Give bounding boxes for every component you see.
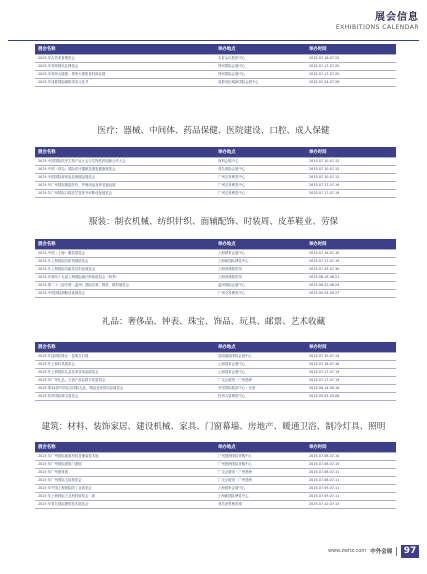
- exhibition-name: 2025 年青岛国际模型技术展览会: [35, 501, 215, 509]
- column-header: 举办地点: [215, 147, 306, 158]
- column-header: 举办时间: [306, 44, 396, 55]
- exhibition-venue: 昆明滇池国际会展中心: [215, 353, 306, 361]
- exhibition-dates: 2025.08.14-08.16: [306, 385, 396, 393]
- section-title: 礼品：奢侈品、钟表、珠宝、饰品、玩具、邮票、艺术收藏: [101, 317, 326, 327]
- table-row: [35, 55, 396, 63]
- column-header: 展会名称: [35, 442, 215, 453]
- table-row: [35, 377, 396, 385]
- table-row: [35, 393, 396, 401]
- table-row: [35, 71, 396, 79]
- header-subtitle: EXHIBITIONS CALENDAR: [335, 24, 419, 31]
- exhibition-name: 2025 年昆明杞博会・昆明玉石展: [35, 353, 215, 361]
- table-row: [35, 63, 396, 71]
- exhibition-venue: 广州交易博览中心: [215, 190, 306, 198]
- exhibition-dates: 2025.08.22-08.24: [306, 282, 396, 290]
- column-header: 举办地点: [215, 342, 306, 353]
- exhibition-venue: 杭州大屋博览中心: [215, 393, 306, 401]
- section-title: 医疗：器械、中间体、药品保健、医院建设、口腔、成人保健: [97, 126, 330, 136]
- table-row: [35, 361, 396, 369]
- table-row: [35, 182, 396, 190]
- exhibition-name: 2025 年上海国际工业材料展览会・新: [35, 493, 215, 501]
- exhibition-name: 2025 年第四十五届上海国际流行纱线展览会（秋季）: [35, 274, 215, 282]
- exhibition-venue: 郑州国际会展中心: [215, 71, 306, 79]
- exhibition-dates: 2025.07.16-07.18: [306, 250, 396, 258]
- exhibition-venue: 上海国家会展中心: [215, 369, 306, 377]
- exhibition-dates: 2025.07.24-07.26: [306, 79, 396, 87]
- exhibition-dates: 2025.07.16-07.18: [306, 361, 396, 369]
- exhibition-dates: 2025.07.10-07.12: [306, 166, 396, 174]
- exhibition-dates: 2025.07.17-07.20: [306, 63, 396, 71]
- exhibition-name: 2025 杭州国际珠宝展览会: [35, 393, 215, 401]
- section-title: 服装：制衣机械、纺织针织、面辅配饰、时装周、皮革鞋业、劳保: [88, 217, 339, 227]
- column-header: 举办时间: [306, 342, 396, 353]
- exhibition-name: 2025 第32届中国北京国际礼品、赠品及家居用品展览会: [35, 385, 215, 393]
- column-header: 展会名称: [35, 239, 215, 250]
- page-footer: [328, 545, 419, 557]
- exhibition-venue: 上海国家会展中心: [215, 485, 306, 493]
- exhibition-venue: 深圳会展中心: [215, 158, 306, 166]
- exhibition-name: 2025 中国（青岛）国际医疗器械及康复健康展览会: [35, 166, 215, 174]
- page-header: [336, 12, 419, 32]
- exhibition-venue: 上海新国际博览中心: [215, 258, 306, 266]
- exhibition-dates: 2025.07.08-07.11: [306, 477, 396, 485]
- exhibition-venue: 上海国家会展中心: [215, 361, 306, 369]
- exhibition-name: 2025 年广州建材展: [35, 469, 215, 477]
- table-row: [35, 266, 396, 274]
- exhibition-venue: 广州琶洲国际采购中心: [215, 453, 306, 461]
- exhibition-name: 2025 中国国际营养品及保健品展览会: [35, 174, 215, 182]
- table-row: [35, 79, 396, 87]
- exhibition-table: [35, 147, 396, 198]
- exhibition-name: 2025 年上海玩具展览会: [35, 361, 215, 369]
- exhibition-dates: 2025.07.08-07.11: [306, 469, 396, 477]
- exhibition-name: 2025 年吉首美食博览会: [35, 55, 215, 63]
- exhibition-name: 2025 年成都国际咖啡美食文化节: [35, 79, 215, 87]
- table-row: [35, 469, 396, 477]
- exhibition-venue: 中国国际展览中心・北馆: [215, 385, 306, 393]
- exhibition-name: 2025 中国国际医疗生物产业大会与生物医药创新合作大会: [35, 158, 215, 166]
- exhibition-dates: 2025.09.24-09.27: [306, 290, 396, 298]
- exhibition-dates: 2025.09.05-09.08: [306, 393, 396, 401]
- exhibition-name: 2025 年郑州大健康・郑州大预防食材商品展: [35, 71, 215, 79]
- exhibition-name: 2025 中国（上海）服装展览会: [35, 250, 215, 258]
- exhibition-dates: 2025.07.08-07.10: [306, 461, 396, 469]
- exhibition-venue: 广州交易博览中心: [215, 290, 306, 298]
- table-header-row: [35, 239, 396, 250]
- exhibition-dates: 2025.07.17-07.19: [306, 190, 396, 198]
- exhibition-dates: 2025.07.10-07.12: [306, 158, 396, 166]
- header-divider: [8, 40, 419, 41]
- exhibition-dates: 2025.08.19-08.21: [306, 274, 396, 282]
- table-header-row: [35, 442, 396, 453]
- exhibition-dates: 2025.07.17-07.19: [306, 377, 396, 385]
- exhibition-venue: 上海世博展览馆: [215, 274, 306, 282]
- exhibition-dates: 2025.07.16-07.22: [306, 55, 396, 63]
- table-row: [35, 174, 396, 182]
- table-header-row: [35, 44, 396, 55]
- table-header-row: [35, 147, 396, 158]
- exhibition-dates: 2025.07.17-07.19: [306, 258, 396, 266]
- column-header: 举办时间: [306, 147, 396, 158]
- exhibition-name: 2025 年广州国际地面材料及铺装技术展: [35, 453, 215, 461]
- exhibition-dates: 2025.07.29-07.30: [306, 266, 396, 274]
- column-header: 展会名称: [35, 147, 215, 158]
- exhibition-dates: 2025.07.08-07.10: [306, 453, 396, 461]
- table-header-row: [35, 342, 396, 353]
- exhibition-name: 2025 年郑州餐饮业博览会: [35, 63, 215, 71]
- exhibition-table: [35, 44, 396, 87]
- table-row: [35, 282, 396, 290]
- table-row: [35, 501, 396, 509]
- column-header: 举办地点: [215, 44, 306, 55]
- table-row: [35, 290, 396, 298]
- table-row: [35, 493, 396, 501]
- column-header: 展会名称: [35, 342, 215, 353]
- table-row: [35, 369, 396, 377]
- table-row: [35, 158, 396, 166]
- exhibition-table: [35, 239, 396, 298]
- table-row: [35, 166, 396, 174]
- column-header: 举办地点: [215, 442, 306, 453]
- exhibition-dates: 2025.07.10-07.14: [306, 353, 396, 361]
- exhibition-dates: 2025.07.09-07.11: [306, 493, 396, 501]
- exhibition-venue: 温州国际会展中心: [215, 282, 306, 290]
- column-header: 展会名称: [35, 44, 215, 55]
- exhibition-name: 2025 年中国上海国际防工业展览会: [35, 485, 215, 493]
- exhibition-venue: 广交会展馆・广州琶洲: [215, 377, 306, 385]
- table-row: [35, 461, 396, 469]
- table-row: [35, 485, 396, 493]
- column-header: 举办时间: [306, 442, 396, 453]
- exhibition-table: [35, 442, 396, 509]
- exhibition-table: [35, 342, 396, 401]
- exhibition-venue: 广州交易博览中心: [215, 182, 306, 190]
- exhibition-dates: 2025.07.17-07.20: [306, 71, 396, 79]
- exhibition-venue: 吉首会议展览中心: [215, 55, 306, 63]
- exhibition-venue: 上海新国际博览中心: [215, 493, 306, 501]
- exhibition-name: 2025 第二十八届中国（温州）国际皮革、鞋材、鞋机展览会: [35, 282, 215, 290]
- exhibition-venue: 郑州国际会展中心: [215, 63, 306, 71]
- exhibition-dates: 2025.07.10-07.13: [306, 501, 396, 509]
- column-header: 举办地点: [215, 239, 306, 250]
- exhibition-venue: 上海世博展览馆: [215, 266, 306, 274]
- footer-separator: [396, 547, 397, 556]
- exhibition-dates: 2025.07.09-07.11: [306, 485, 396, 493]
- exhibition-venue: 广州交易博览中心: [215, 174, 306, 182]
- table-row: [35, 477, 396, 485]
- exhibition-dates: 2025.07.10-07.12: [306, 174, 396, 182]
- exhibition-name: 2025 年广州国际卫浴展览会: [35, 477, 215, 485]
- exhibition-name: 2025 中国国际制鞋设备展览会: [35, 290, 215, 298]
- exhibition-venue: 广交会展馆・广州琶洲: [215, 477, 306, 485]
- exhibition-dates: 2025.07.17-07.19: [306, 369, 396, 377]
- exhibition-name: 2025 年上海国际纺织机械展览会: [35, 258, 215, 266]
- exhibition-venue: 广交会展馆・广州琶洲: [215, 469, 306, 477]
- section-title: 建筑：材料、装饰家居、建设机械、家具、门窗幕墙、房地产、暖通卫浴、制冷灯具、照明: [41, 422, 386, 432]
- table-row: [35, 190, 396, 198]
- exhibition-dates: 2025.07.17-07.19: [306, 182, 396, 190]
- table-row: [35, 258, 396, 266]
- exhibition-name: 2025 年广州礼品、文创产品及数字化展览会: [35, 377, 215, 385]
- exhibition-venue: 广州琶洲国际采购中心: [215, 461, 306, 469]
- footer-brand: 中外会展: [370, 549, 393, 555]
- table-row: [35, 453, 396, 461]
- table-row: [35, 385, 396, 393]
- table-row: [35, 250, 396, 258]
- exhibition-venue: 上海国家会展中心: [215, 250, 306, 258]
- exhibition-venue: 青岛世界博览城: [215, 501, 306, 509]
- exhibition-venue: 青岛国际会展中心: [215, 166, 306, 174]
- exhibition-name: 2025 年广州国际口腔医学及体外诊断设备展览会: [35, 190, 215, 198]
- header-title: 展会信息: [375, 12, 419, 23]
- footer-url: www.zwhz.com: [328, 548, 367, 554]
- exhibition-venue: 成都世纪城新国际会展中心: [215, 79, 306, 87]
- exhibition-name: 2025 年广州国际康复医疗、护理用品及养老福祉展: [35, 182, 215, 190]
- exhibition-name: 2025 年广州国际建筑门窗展: [35, 461, 215, 469]
- table-row: [35, 274, 396, 282]
- column-header: 举办时间: [306, 239, 396, 250]
- table-row: [35, 353, 396, 361]
- exhibition-name: 2025 年上海国际礼品及家居用品展览会: [35, 369, 215, 377]
- page-number: 97: [401, 545, 419, 558]
- exhibition-name: 2025 年上海国际功能性纺织品展览会: [35, 266, 215, 274]
